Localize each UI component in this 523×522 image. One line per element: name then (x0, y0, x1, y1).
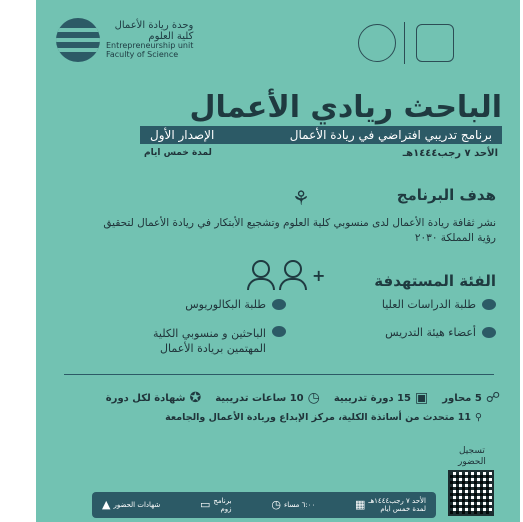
plus-icon: + (312, 266, 326, 285)
presentation-icon: ▣ (415, 390, 429, 406)
stat-axes: ☍ 5 محاور (442, 390, 500, 406)
entrepreneurship-unit-logo (56, 18, 193, 62)
computer-icon: ▭ (200, 498, 211, 511)
audience-item: أعضاء هيئة التدريس (385, 326, 496, 339)
unit-name-ar: وحدة ريادة الأعمال (114, 20, 194, 32)
unit-name-en: Entrepreneurship unit (106, 41, 194, 51)
stat-courses: ▣ 15 دورة تدريبية (333, 390, 429, 406)
audience-item: طلبة الدراسات العليا (382, 298, 496, 311)
calendar-icon: ▦ (355, 498, 366, 511)
bullet-icon (272, 326, 286, 337)
footer-time: ٦:٠٠ مساء ◷ (271, 498, 316, 511)
program-title: الباحث ريادي الأعمال (189, 90, 502, 125)
poster (36, 0, 520, 522)
network-icon: ☍ (485, 390, 500, 406)
program-edition: الإصدار الأول (150, 128, 215, 142)
bullet-icon (482, 327, 496, 338)
footer-platform: برنامج زوم ▭ (200, 497, 232, 513)
audience-heading: الفئة المستهدفة (374, 272, 496, 290)
registration-qr-code[interactable] (448, 470, 494, 516)
science-seal-icon (358, 24, 396, 62)
handshake-icon: ⚘ (292, 186, 310, 210)
clock-icon: ◷ (307, 390, 320, 406)
speaker-icon: ⚲ (475, 412, 482, 423)
speakers-line: ⚲ 11 متحدث من أساتذة الكلية، مركز الإبداع وريادة الأعمال والجامعة (165, 412, 482, 423)
program-date: الأحد ٧ رجب١٤٤٤هـ (402, 148, 498, 159)
unit-emblem-icon (56, 18, 100, 62)
certificate-icon: ✪ (189, 390, 202, 406)
register-label: تسجيل الحضور (458, 446, 486, 467)
footer-certificates: شهادات الحضور ▲ (102, 498, 161, 511)
people-icon (246, 260, 312, 288)
bullet-icon (482, 299, 496, 310)
stat-certificate: ✪ شهادة لكل دورة (105, 390, 202, 406)
program-stats (106, 390, 500, 406)
faculty-name-en: Faculty of Science (106, 50, 179, 59)
divider (64, 374, 494, 375)
clock-icon: ◷ (271, 498, 281, 511)
faculty-name-ar: كلية العلوم (148, 31, 194, 43)
logo-divider (404, 22, 405, 64)
subtitle-bar (140, 126, 502, 144)
bullet-icon (272, 299, 286, 310)
goal-text: نشر ثقافة ريادة الأعمال لدى منسوبي كلية العلوم وتشجيع الأبتكار في ريادة الأعمال لتحقيق رؤية المملكة ٢٠٣٠ (103, 217, 496, 244)
program-duration: لمدة خمس ايام (144, 148, 212, 158)
footer-date: الأحد ٧ رجب١٤٤٤هـ لمدة خمس ايام ▦ (355, 497, 426, 513)
stat-hours: ◷ 10 ساعات تدريبية (215, 390, 320, 406)
footer-bar (92, 492, 436, 518)
program-subtitle: برنامج تدريبي افتراضي في ريادة الأعمال (289, 128, 492, 142)
goal-heading: هدف البرنامج (396, 186, 496, 204)
graduation-cap-icon: ▲ (102, 498, 111, 511)
audience-item: طلبة البكالوريوس (185, 298, 286, 311)
audience-item: الباحثين و منسوبي الكلية المهتمين بريادة الأعمال (116, 326, 286, 356)
university-logo-icon (416, 24, 454, 62)
